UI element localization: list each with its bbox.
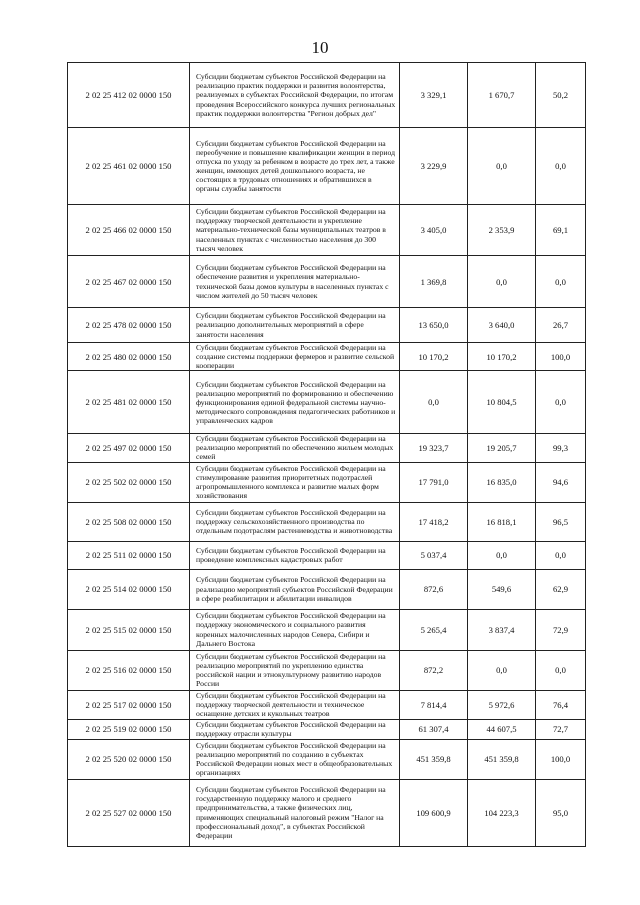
row-percent: 62,9 — [536, 569, 586, 609]
table-row — [68, 434, 586, 462]
row-percent: 72,9 — [536, 609, 586, 650]
row-plan-value: 451 359,8 — [400, 739, 468, 779]
row-plan-value: 10 170,2 — [400, 343, 468, 371]
row-plan-value: 3 329,1 — [400, 63, 468, 128]
row-fact-value: 1 670,7 — [468, 63, 536, 128]
row-description: Субсидии бюджетам субъектов Российской Федерации на проведение комплексных кадастровых работ — [190, 541, 400, 569]
row-plan-value: 13 650,0 — [400, 308, 468, 343]
row-percent: 96,5 — [536, 502, 586, 541]
row-plan-value: 5 265,4 — [400, 609, 468, 650]
row-fact-value: 0,0 — [468, 256, 536, 308]
row-percent: 50,2 — [536, 63, 586, 128]
row-description: Субсидии бюджетам субъектов Российской Федерации на переобучение и повышение квалификации женщин в период отпуска по уходу за ребенком в возрасте до трех лет, а также женщин, имеющих детей дошкольного возраста, не состоящих в трудовых отношениях и обратившихся в органы службы занятости — [190, 128, 400, 205]
row-description: Субсидии бюджетам субъектов Российской Федерации на создание системы поддержки фермеров и развитие сельской кооперации — [190, 343, 400, 371]
row-code: 2 02 25 497 02 0000 150 — [68, 434, 190, 462]
page-number: 10 — [311, 38, 329, 57]
table-row — [68, 343, 586, 371]
row-code: 2 02 25 516 02 0000 150 — [68, 650, 190, 690]
row-description: Субсидии бюджетам субъектов Российской Федерации на обеспечение развития и укрепления материально-технической базы домов культуры в населенных пунктах с числом жителей до 50 тысяч человек — [190, 256, 400, 308]
row-description: Субсидии бюджетам субъектов Российской Федерации на поддержку отрасли культуры — [190, 719, 400, 739]
table-row — [68, 739, 586, 779]
row-fact-value: 0,0 — [468, 650, 536, 690]
row-description: Субсидии бюджетам субъектов Российской Федерации на поддержку сельскохозяйственного производства по отдельным подотраслям растениеводства и животноводства — [190, 502, 400, 541]
row-plan-value: 61 307,4 — [400, 719, 468, 739]
table-row — [68, 690, 586, 719]
row-description: Субсидии бюджетам субъектов Российской Федерации на реализацию мероприятий по созданию в субъектах Российской Федерации новых мест в общеобразовательных организациях — [190, 739, 400, 779]
row-description: Субсидии бюджетам субъектов Российской Федерации на реализацию дополнительных мероприятий в сфере занятости населения — [190, 308, 400, 343]
subsidies-table — [67, 62, 586, 847]
row-plan-value: 0,0 — [400, 371, 468, 434]
row-fact-value: 10 804,5 — [468, 371, 536, 434]
row-percent: 99,3 — [536, 434, 586, 462]
row-fact-value: 104 223,3 — [468, 779, 536, 846]
row-plan-value: 17 791,0 — [400, 462, 468, 502]
row-plan-value: 872,2 — [400, 650, 468, 690]
row-description: Субсидии бюджетам субъектов Российской Федерации на реализацию мероприятий по укреплению единства российской нации и этнокультурному развитию народов России — [190, 650, 400, 690]
row-description: Субсидии бюджетам субъектов Российской Федерации на реализацию мероприятий по обеспечению жильем молодых семей — [190, 434, 400, 462]
row-fact-value: 0,0 — [468, 128, 536, 205]
row-fact-value: 19 205,7 — [468, 434, 536, 462]
row-description: Субсидии бюджетам субъектов Российской Федерации на поддержку творческой деятельности и укрепление материально-технической базы муниципальных театров в населенных пунктах с численностью населения до 300 тысяч человек — [190, 205, 400, 256]
table-row — [68, 502, 586, 541]
table-row — [68, 609, 586, 650]
row-code: 2 02 25 467 02 0000 150 — [68, 256, 190, 308]
table-row — [68, 462, 586, 502]
row-fact-value: 0,0 — [468, 541, 536, 569]
table-row — [68, 371, 586, 434]
table-row — [68, 256, 586, 308]
row-percent: 94,6 — [536, 462, 586, 502]
row-code: 2 02 25 502 02 0000 150 — [68, 462, 190, 502]
table-row — [68, 779, 586, 846]
row-code: 2 02 25 514 02 0000 150 — [68, 569, 190, 609]
table-row — [68, 569, 586, 609]
table-row — [68, 541, 586, 569]
row-plan-value: 7 814,4 — [400, 690, 468, 719]
row-percent: 100,0 — [536, 343, 586, 371]
row-plan-value: 872,6 — [400, 569, 468, 609]
row-code: 2 02 25 527 02 0000 150 — [68, 779, 190, 846]
row-code: 2 02 25 515 02 0000 150 — [68, 609, 190, 650]
row-fact-value: 5 972,6 — [468, 690, 536, 719]
row-code: 2 02 25 519 02 0000 150 — [68, 719, 190, 739]
row-description: Субсидии бюджетам субъектов Российской Федерации на реализацию мероприятий субъектов Российской Федерации в сфере реабилитации и абилитации инвалидов — [190, 569, 400, 609]
row-fact-value: 549,6 — [468, 569, 536, 609]
row-description: Субсидии бюджетам субъектов Российской Федерации на поддержку творческой деятельности и техническое оснащение детских и кукольных театров — [190, 690, 400, 719]
row-fact-value: 44 607,5 — [468, 719, 536, 739]
row-code: 2 02 25 478 02 0000 150 — [68, 308, 190, 343]
row-code: 2 02 25 511 02 0000 150 — [68, 541, 190, 569]
row-fact-value: 3 837,4 — [468, 609, 536, 650]
row-code: 2 02 25 508 02 0000 150 — [68, 502, 190, 541]
row-percent: 95,0 — [536, 779, 586, 846]
row-percent: 26,7 — [536, 308, 586, 343]
row-plan-value: 5 037,4 — [400, 541, 468, 569]
row-code: 2 02 25 412 02 0000 150 — [68, 63, 190, 128]
row-plan-value: 1 369,8 — [400, 256, 468, 308]
row-percent: 76,4 — [536, 690, 586, 719]
row-code: 2 02 25 517 02 0000 150 — [68, 690, 190, 719]
row-description: Субсидии бюджетам субъектов Российской Федерации на реализацию практик поддержки и развития волонтерства, реализуемых в субъектах Российской Федерации, по итогам проведения Всероссийского конкурса лучших региональных практик поддержки волонтерства "Регион добрых дел" — [190, 63, 400, 128]
row-code: 2 02 25 481 02 0000 150 — [68, 371, 190, 434]
table-body — [68, 63, 586, 847]
row-fact-value: 10 170,2 — [468, 343, 536, 371]
table-row — [68, 650, 586, 690]
row-description: Субсидии бюджетам субъектов Российской Федерации на стимулирование развития приоритетных подотраслей агропромышленного комплекса и развитие малых форм хозяйствования — [190, 462, 400, 502]
row-description: Субсидии бюджетам субъектов Российской Федерации на поддержку экономического и социального развития коренных малочисленных народов Севера, Сибири и Дальнего Востока — [190, 609, 400, 650]
table-row — [68, 719, 586, 739]
row-percent: 100,0 — [536, 739, 586, 779]
row-fact-value: 451 359,8 — [468, 739, 536, 779]
row-percent: 69,1 — [536, 205, 586, 256]
row-fact-value: 16 835,0 — [468, 462, 536, 502]
row-description: Субсидии бюджетам субъектов Российской Федерации на государственную поддержку малого и среднего предпринимательства, а также физических лиц, применяющих специальный налоговый режим "Налог на профессиональный доход", в субъектах Российской Федерации — [190, 779, 400, 846]
row-percent: 0,0 — [536, 128, 586, 205]
row-fact-value: 16 818,1 — [468, 502, 536, 541]
row-fact-value: 2 353,9 — [468, 205, 536, 256]
row-code: 2 02 25 466 02 0000 150 — [68, 205, 190, 256]
row-code: 2 02 25 520 02 0000 150 — [68, 739, 190, 779]
row-percent: 0,0 — [536, 650, 586, 690]
row-plan-value: 17 418,2 — [400, 502, 468, 541]
row-plan-value: 3 405,0 — [400, 205, 468, 256]
row-percent: 72,7 — [536, 719, 586, 739]
row-fact-value: 3 640,0 — [468, 308, 536, 343]
row-plan-value: 19 323,7 — [400, 434, 468, 462]
row-code: 2 02 25 480 02 0000 150 — [68, 343, 190, 371]
row-code: 2 02 25 461 02 0000 150 — [68, 128, 190, 205]
row-percent: 0,0 — [536, 541, 586, 569]
table-row — [68, 205, 586, 256]
table-row — [68, 308, 586, 343]
row-description: Субсидии бюджетам субъектов Российской Федерации на реализацию мероприятий по формированию и обеспечению функционирования единой федеральной системы научно-методического сопровождения педагогических работников и управленческих кадров — [190, 371, 400, 434]
row-plan-value: 3 229,9 — [400, 128, 468, 205]
table-row — [68, 63, 586, 128]
row-percent: 0,0 — [536, 371, 586, 434]
row-percent: 0,0 — [536, 256, 586, 308]
row-plan-value: 109 600,9 — [400, 779, 468, 846]
table-row — [68, 128, 586, 205]
